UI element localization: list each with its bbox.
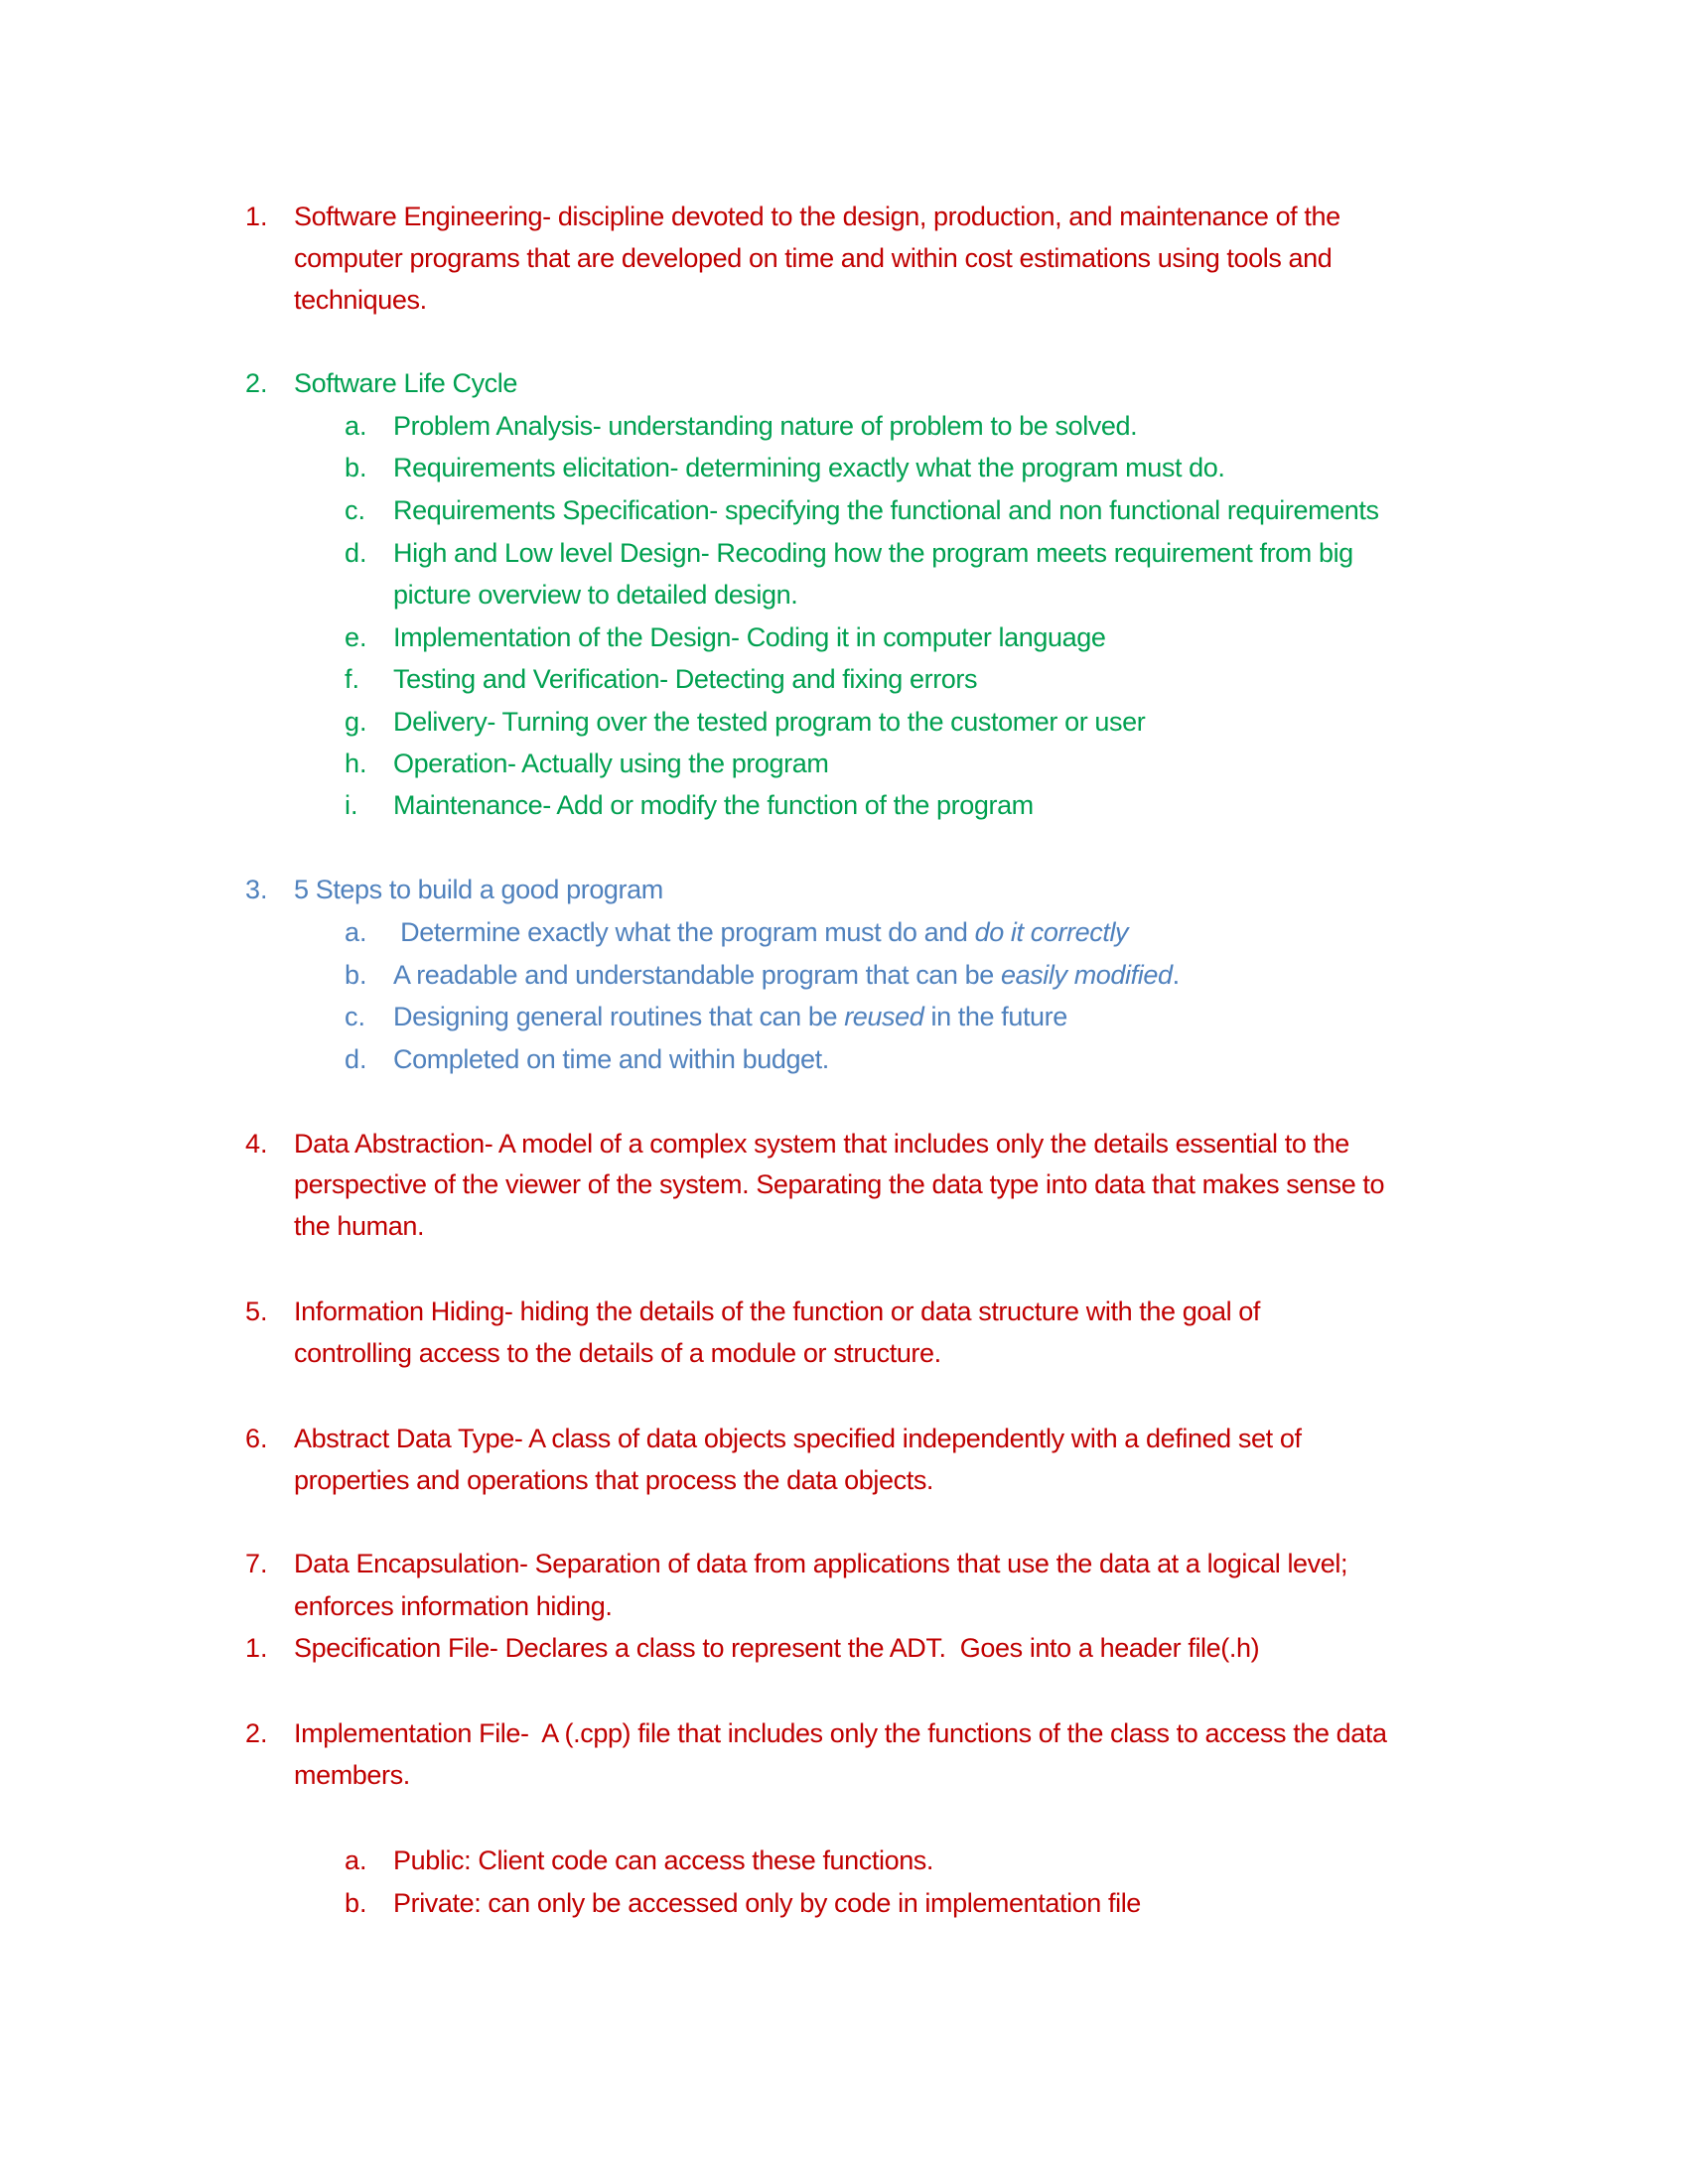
item-text: members. [294, 1760, 410, 1790]
sub-text: Testing and Verification- Detecting and fixing errors [393, 664, 978, 694]
item-number: 2. [245, 368, 268, 398]
sub-text: Problem Analysis- understanding nature of problem to be solved. [393, 411, 1138, 441]
item-text: Specification File- Declares a class to represent the ADT. Goes into a header file(.h) [294, 1633, 1260, 1663]
item-text: techniques. [294, 285, 427, 315]
item-text: Data Encapsulation- Separation of data from applications that use the data at a logical level; [294, 1549, 1348, 1578]
sub-letter: d. [345, 538, 367, 568]
emphasis: reused [844, 1002, 924, 1031]
sub-letter: a. [345, 1845, 367, 1875]
sub-text: High and Low level Design- Recoding how the program meets requirement from big [393, 538, 1353, 568]
item-number: 1. [245, 202, 268, 231]
sub-text: Operation- Actually using the program [393, 749, 829, 778]
sub-letter: e. [345, 622, 367, 652]
sub-text: Public: Client code can access these functions. [393, 1845, 934, 1875]
sub-letter: d. [345, 1044, 367, 1074]
sub-letter: i. [345, 790, 358, 820]
sub-letter: c. [345, 495, 366, 525]
emphasis: easily modified [1000, 960, 1173, 990]
item-text: perspective of the viewer of the system. Separating the data type into data that makes sense to [294, 1169, 1385, 1199]
sub-text: Requirements elicitation- determining exactly what the program must do. [393, 453, 1225, 482]
sub-letter: g. [345, 707, 367, 737]
sub-letter: b. [345, 1888, 367, 1918]
sub-letter: b. [345, 453, 367, 482]
item-text: Software Engineering- discipline devoted to the design, production, and maintenance of the [294, 202, 1340, 231]
item-text: Information Hiding- hiding the details of the function or data structure with the goal of [294, 1297, 1260, 1326]
item-title: Software Life Cycle [294, 368, 517, 398]
sub-text: Determine exactly what the program must do and do it correctly [393, 917, 1129, 947]
item-title: 5 Steps to build a good program [294, 875, 663, 904]
sub-letter: a. [345, 917, 367, 947]
sub-text: Delivery- Turning over the tested program to the customer or user [393, 707, 1146, 737]
item-number: 1. [245, 1633, 268, 1663]
sub-text: Designing general routines that can be reused in the future [393, 1002, 1067, 1031]
item-number: 3. [245, 875, 268, 904]
item-number: 2. [245, 1718, 268, 1748]
sub-text: Requirements Specification- specifying the functional and non functional requirements [393, 495, 1379, 525]
sub-text: Private: can only be accessed only by code in implementation file [393, 1888, 1141, 1918]
sub-letter: f. [345, 664, 360, 694]
emphasis: do it correctly [974, 917, 1129, 947]
item-text: controlling access to the details of a module or structure. [294, 1338, 941, 1368]
sub-letter: b. [345, 960, 367, 990]
sub-text: picture overview to detailed design. [393, 580, 798, 610]
sub-letter: c. [345, 1002, 366, 1031]
item-text: Implementation File- A (.cpp) file that includes only the functions of the class to access the data [294, 1718, 1387, 1748]
item-number: 4. [245, 1129, 268, 1159]
item-number: 7. [245, 1549, 268, 1578]
item-text: computer programs that are developed on time and within cost estimations using tools and [294, 243, 1333, 273]
item-text: enforces information hiding. [294, 1591, 613, 1621]
item-number: 6. [245, 1424, 268, 1453]
item-number: 5. [245, 1297, 268, 1326]
sub-text: Implementation of the Design- Coding it in computer language [393, 622, 1106, 652]
sub-letter: a. [345, 411, 367, 441]
item-text: properties and operations that process the data objects. [294, 1465, 934, 1495]
item-text: Abstract Data Type- A class of data objects specified independently with a defined set of [294, 1424, 1302, 1453]
item-text: the human. [294, 1211, 425, 1241]
sub-letter: h. [345, 749, 367, 778]
sub-text: A readable and understandable program that can be easily modified. [393, 960, 1180, 990]
sub-text: Maintenance- Add or modify the function of the program [393, 790, 1034, 820]
sub-text: Completed on time and within budget. [393, 1044, 829, 1074]
item-text: Data Abstraction- A model of a complex system that includes only the details essential to the [294, 1129, 1349, 1159]
